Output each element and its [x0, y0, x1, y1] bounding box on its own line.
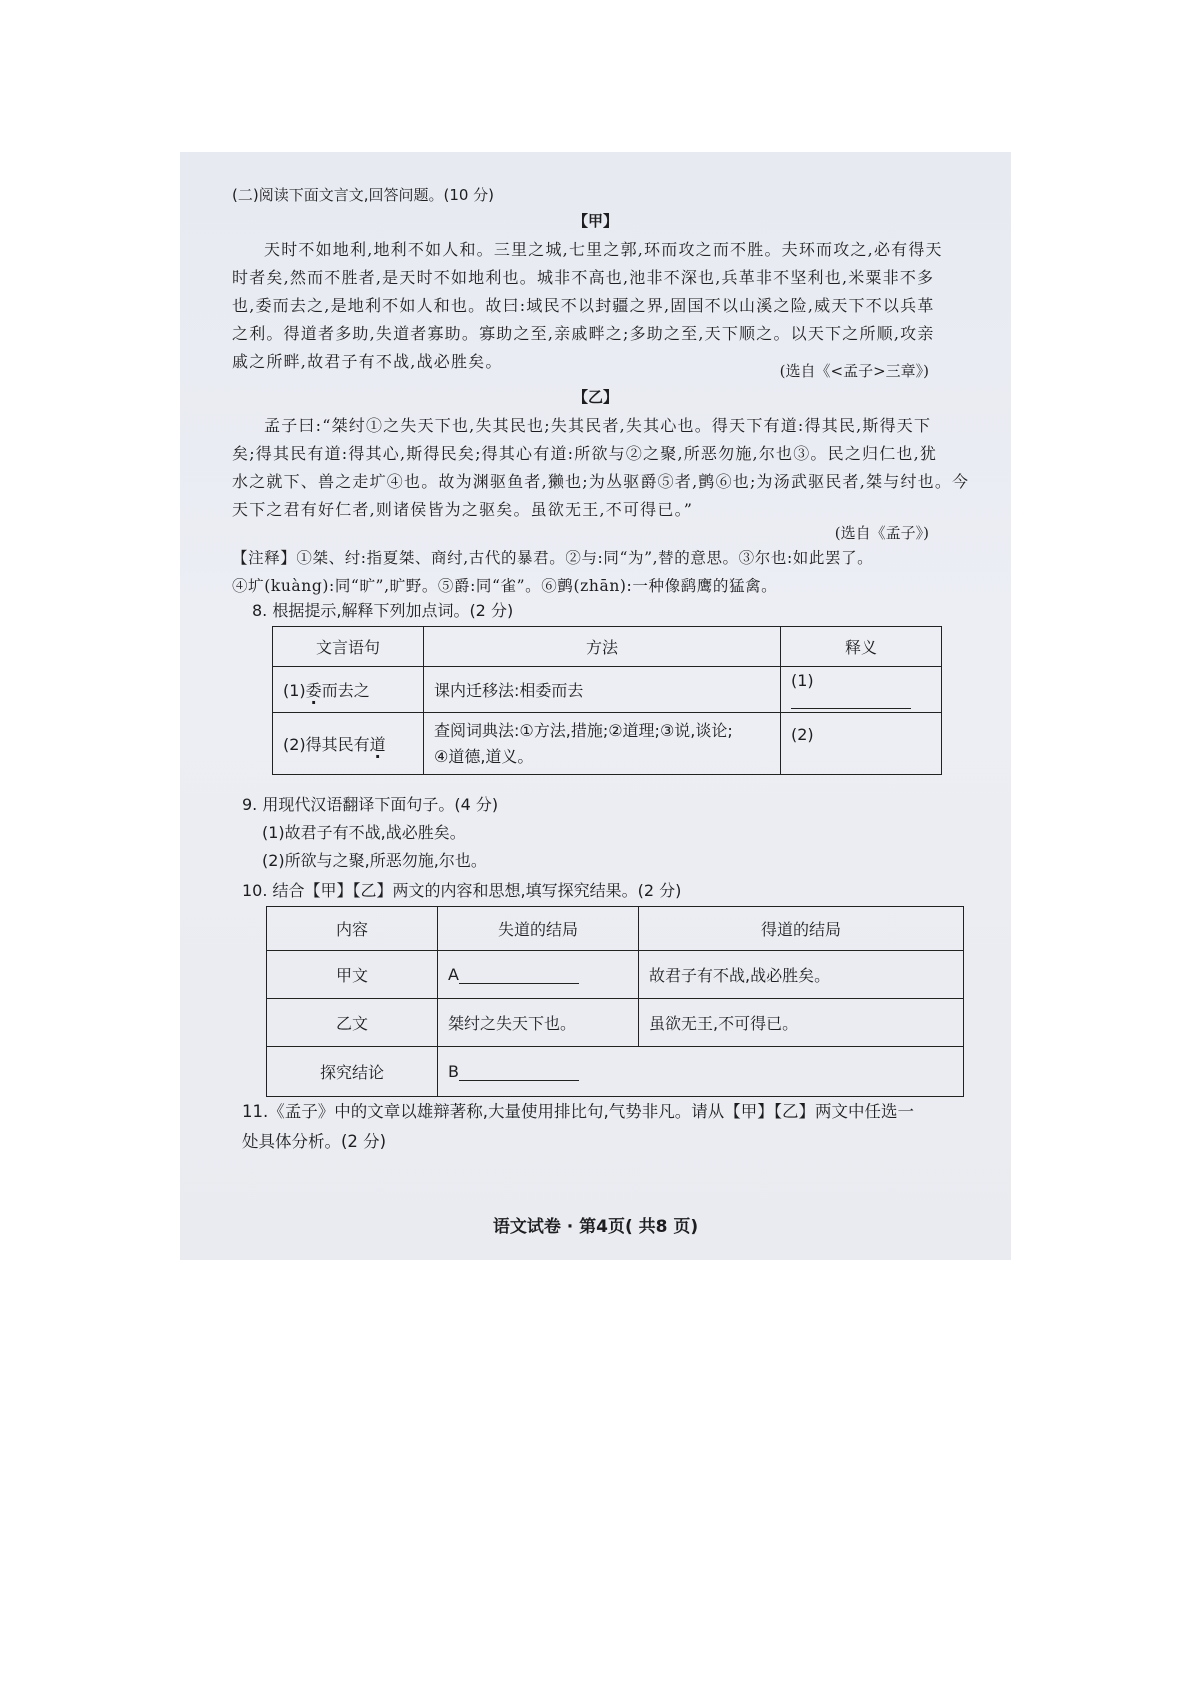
sentence-text: (1) [283, 681, 306, 700]
notes-line: ④圹(kuàng):同“旷”,旷野。⑤爵:同“雀”。⑥鹯(zhān):一种像鹞鹰的猛禽。 [232, 577, 778, 595]
passage-yi-source: (选自《孟子》) [834, 524, 929, 542]
passage-line: 之利。得道者多助,失道者寡助。寡助之至,亲戚畔之;多助之至,天下顺之。以天下之所顺,攻亲 [232, 324, 935, 343]
notes-line: 【注释】①桀、纣:指夏桀、商纣,古代的暴君。②与:同“为”,替的意思。③尔也:如此罢了。 [232, 549, 874, 567]
table-header: 失道的结局 [438, 907, 639, 951]
question-8-table [272, 626, 942, 775]
row-label: 乙文 [267, 999, 438, 1047]
passage-line: 戚之所畔,故君子有不战,战必胜矣。 [232, 352, 503, 371]
section-title: (二)阅读下面文言文,回答问题。(10 分) [232, 186, 495, 204]
table-row [267, 1047, 964, 1097]
exam-page [180, 152, 1011, 1260]
table-row [273, 667, 942, 713]
question-9-item-1: (1)故君子有不战,战必胜矣。 [262, 823, 466, 842]
sentence-text: (2)得其民有 [283, 735, 370, 754]
blank-label: A [448, 965, 459, 984]
question-9-item-2: (2)所欲与之聚,所恶勿施,尔也。 [262, 851, 487, 870]
method-line: ④道德,道义。 [434, 746, 534, 766]
passage-yi [232, 412, 980, 524]
dotted-word: 委 [305, 681, 322, 700]
passage-line: 孟子曰:“桀纣①之失天下也,失其民也;失其民者,失其心也。得天下有道:得其民,斯得天下 [264, 416, 932, 435]
table-header: 得道的结局 [639, 907, 964, 951]
method-cell [424, 713, 781, 775]
passage-yi-heading: 【乙】 [572, 388, 618, 406]
question-10-table [266, 906, 964, 1097]
row-label: 探究结论 [267, 1047, 438, 1097]
answer-blank-a[interactable] [459, 965, 579, 984]
question-11-line-1: 11.《孟子》中的文章以雄辩著称,大量使用排比句,气势非凡。请从【甲】【乙】两文中任选一 [242, 1102, 914, 1121]
conclusion-cell [438, 1047, 964, 1097]
table-header: 方法 [424, 627, 781, 667]
table-header: 内容 [267, 907, 438, 951]
passage-jia-source: (选自《<孟子>三章》) [779, 362, 929, 380]
passage-jia-heading: 【甲】 [572, 212, 618, 230]
table-row [267, 999, 964, 1047]
gain-cell: 虽欲无王,不可得已。 [639, 999, 964, 1047]
answer-label: (2) [791, 724, 814, 744]
answer-cell [781, 667, 942, 713]
sentence-text: 而去之 [321, 681, 370, 700]
answer-blank-2[interactable] [791, 745, 911, 763]
dotted-word: 道 [369, 735, 386, 754]
table-header: 释义 [781, 627, 942, 667]
lose-cell: 桀纣之失天下也。 [438, 999, 639, 1047]
passage-line: 也,委而去之,是地利不如人和也。故曰:域民不以封疆之界,固国不以山溪之险,威天下不以兵革 [232, 296, 935, 315]
table-row [273, 713, 942, 775]
sentence-cell [273, 713, 424, 775]
passage-line: 水之就下、兽之走圹④也。故为渊驱鱼者,獭也;为丛驱爵⑤者,鹯⑥也;为汤武驱民者,桀与纣也。今 [232, 472, 970, 491]
table-row [267, 951, 964, 999]
question-10-prompt: 10. 结合【甲】【乙】两文的内容和思想,填写探究结果。(2 分) [242, 881, 682, 900]
answer-cell [781, 713, 942, 775]
blank-label: B [448, 1062, 459, 1081]
answer-blank-1[interactable] [791, 690, 911, 709]
answer-blank-b[interactable] [459, 1062, 579, 1081]
passage-line: 矣;得其民有道:得其心,斯得民矣;得其心有道:所欲与②之聚,所恶勿施,尔也③。民之归仁也,犹 [232, 444, 938, 463]
page-footer: 语文试卷 · 第4页( 共8 页) [492, 1217, 699, 1237]
gain-cell: 故君子有不战,战必胜矣。 [639, 951, 964, 999]
table-header: 文言语句 [273, 627, 424, 667]
row-label: 甲文 [267, 951, 438, 999]
method-cell: 课内迁移法:相委而去 [424, 667, 781, 713]
method-line: 查阅词典法:①方法,措施;②道理;③说,谈论; [434, 720, 733, 740]
answer-label: (1) [791, 670, 814, 690]
passage-jia [232, 236, 980, 376]
question-11-line-2: 处具体分析。(2 分) [242, 1132, 387, 1151]
notes [232, 544, 980, 600]
lose-cell [438, 951, 639, 999]
passage-line: 天下之君有好仁者,则诸侯皆为之驱矣。虽欲无王,不可得已。” [232, 500, 694, 519]
passage-line: 时者矣,然而不胜者,是天时不如地利也。城非不高也,池非不深也,兵革非不坚利也,米粟非不多 [232, 268, 935, 287]
passage-line: 天时不如地利,地利不如人和。三里之城,七里之郭,环而攻之而不胜。夫环而攻之,必有得天 [264, 240, 943, 259]
question-8-prompt: 8. 根据提示,解释下列加点词。(2 分) [252, 601, 514, 620]
question-9-prompt: 9. 用现代汉语翻译下面句子。(4 分) [242, 795, 499, 814]
sentence-cell [273, 667, 424, 713]
